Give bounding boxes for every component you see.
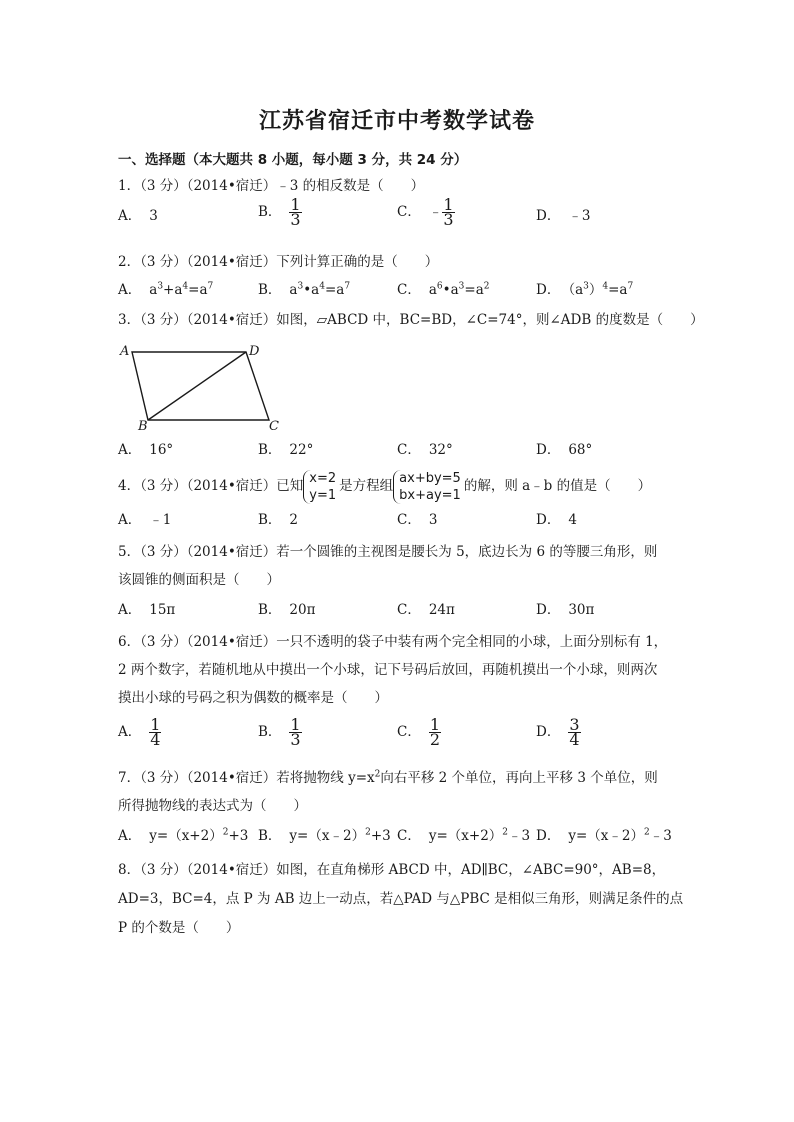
question-5-stem: 5．（3 分）（2014•宿迁）若一个圆锥的主视图是腰长为 5，底边长为 6 的等腰三角形，则 该圆锥的侧面积是（ ） xyxy=(118,544,658,588)
question-7-stem: 7．（3 分）（2014•宿迁）若将抛物线 $y=x^2$向右平移 2 个单位，再向上平移 3 个单位，则 所得抛物线的表达式为（ ） xyxy=(118,769,658,814)
question-2-stem: 2．（3 分）（2014•宿迁）下列计算正确的是（ ） xyxy=(118,254,439,270)
question-3-option-a[interactable]: A． 16° xyxy=(118,442,174,458)
option-letter: D． xyxy=(536,208,561,224)
question-1-option-a[interactable] xyxy=(118,204,158,224)
question-1-option-c[interactable] xyxy=(397,195,455,229)
question-1-option-d[interactable] xyxy=(536,204,590,224)
question-7-option-c[interactable]: C． $y=(x+2)^2﹣3$ xyxy=(397,827,531,844)
section-heading: 一、选择题（本大题共 8 小题，每小题 3 分，共 24 分） xyxy=(118,152,468,168)
question-7-option-d[interactable]: D． y=（x﹣2）$^2$﹣3 xyxy=(536,827,672,844)
option-value: 3 xyxy=(149,208,158,224)
question-6-option-b[interactable]: B． $\frac{1}{3}$ xyxy=(258,715,301,749)
fraction: $\frac{1}{3}$ xyxy=(443,195,454,229)
vertex-label-a: A xyxy=(120,344,130,359)
option-letter: A． xyxy=(118,208,142,224)
question-1-stem: 1．（3 分）（2014•宿迁）﹣3 的相反数是（ ） xyxy=(118,178,425,194)
question-5-option-d[interactable]: D． 30π xyxy=(536,602,595,618)
question-5-option-c[interactable]: C． 24π xyxy=(397,602,455,618)
question-2-option-b[interactable]: B． $a^3•a^4=a^7$ xyxy=(258,281,351,298)
parallelogram-figure xyxy=(118,340,298,432)
question-8-stem: 8．（3 分）（2014•宿迁）如图，在直角梯形 ABCD 中，AD∥BC，∠ABC=90°，AB=8， AD=3，BC=4，点 P 为 AB 边上一动点，若△PAD 与△PBC 是相似三角形，则满足条件的点 P 的个数是（ ） xyxy=(118,862,684,936)
question-3-option-c[interactable]: C． 32° xyxy=(397,442,453,458)
option-letter: C． xyxy=(397,204,421,220)
question-4-option-c[interactable]: C． 3 xyxy=(397,512,438,528)
question-6-stem: 6．（3 分）（2014•宿迁）一只不透明的袋子中装有两个完全相同的小球，上面分别标有 1， 2 两个数字，若随机地从中摸出一个小球，记下号码后放回，再随机摸出一个小球，则两次 摸出小球的号码之积为偶数的概率是（ ） xyxy=(118,634,668,706)
fraction: $\frac{3}{4}$ xyxy=(569,715,580,749)
equation-system: ax+by=5 bx+ay=1 xyxy=(393,470,464,504)
question-7-option-b[interactable]: B． y=（x﹣2）$^2$+3 xyxy=(258,827,391,844)
question-4-option-a[interactable]: A． ﹣1 xyxy=(118,512,172,528)
question-4-stem: 4．（3 分）（2014•宿迁）已知 x=2 y=1 是方程组 ax+by=5 bx+ay=1 的解，则 a﹣b 的值是（ ） xyxy=(118,470,652,503)
fraction: $\frac{1}{2}$ xyxy=(429,715,441,749)
fraction: $\frac{1}{3}$ xyxy=(290,715,301,749)
minus-sign: ﹣ xyxy=(428,204,443,220)
question-4-option-d[interactable]: D． 4 xyxy=(536,512,577,528)
question-2-option-d[interactable]: D． $(a^3)^4=a^7$ xyxy=(536,281,634,298)
option-value: ﹣3 xyxy=(568,208,591,224)
page-title: 江苏省宿迁市中考数学试卷 xyxy=(258,109,535,134)
question-3-stem: 3．（3 分）（2014•宿迁）如图，▱ABCD 中，BC=BD，∠C=74°，则∠ADB 的度数是（ ） xyxy=(118,312,704,328)
question-6-option-a[interactable]: A． $\frac{1}{4}$ xyxy=(118,715,161,749)
question-5-option-a[interactable]: A． 15π xyxy=(118,602,176,618)
vertex-label-c: C xyxy=(269,419,279,432)
fraction: $\frac{1}{3}$ xyxy=(290,195,301,229)
vertex-label-d: D xyxy=(249,344,260,359)
question-6-option-c[interactable]: C． $\frac{1}{2}$ xyxy=(397,715,441,749)
question-3-option-d[interactable]: D． 68° xyxy=(536,442,593,458)
question-7-option-a[interactable]: A． $y=(x+2)^2+3$ xyxy=(118,827,249,844)
question-2-option-a[interactable]: A． $a^3+a^4=a^7$ xyxy=(118,281,214,298)
diagonal-bd xyxy=(148,352,246,420)
vertex-label-b: B xyxy=(138,419,148,432)
equation-system-given: x=2 y=1 xyxy=(303,470,339,504)
question-5-option-b[interactable]: B． 20π xyxy=(258,602,316,618)
question-4-option-b[interactable]: B． 2 xyxy=(258,512,299,528)
question-2-option-c[interactable]: C． $a^6•a^3=a^2$ xyxy=(397,281,490,298)
question-3-option-b[interactable]: B． 22° xyxy=(258,442,314,458)
fraction: $\frac{1}{4}$ xyxy=(150,715,161,749)
question-1-option-b[interactable] xyxy=(258,195,302,229)
option-letter: B． xyxy=(258,204,282,220)
parallelogram-abcd xyxy=(132,352,269,420)
question-6-option-d[interactable]: D． $\frac{3}{4}$ xyxy=(536,715,580,749)
